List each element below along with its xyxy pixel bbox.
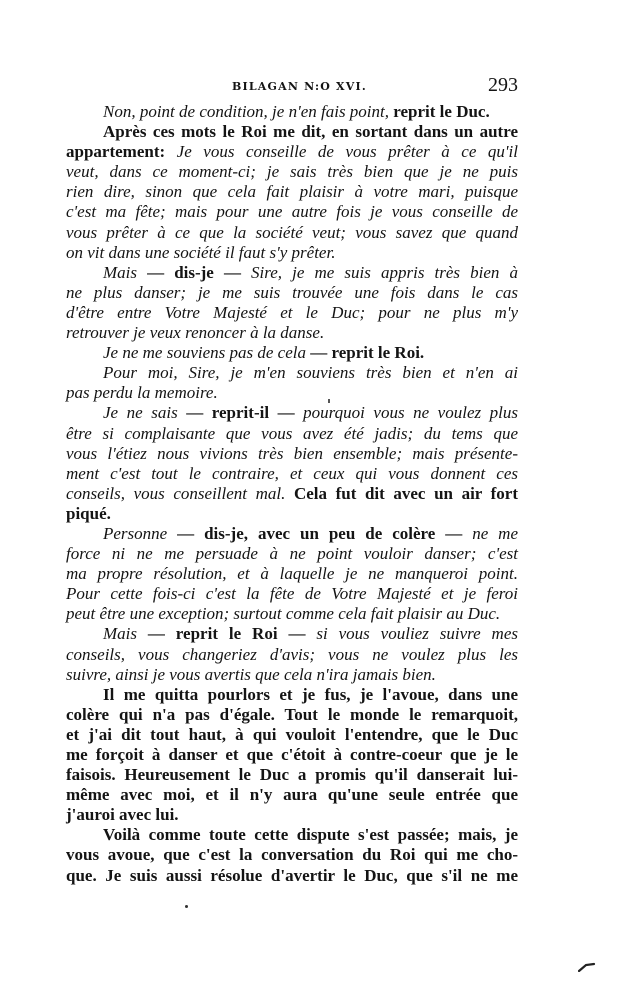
text-line: Je ne sais — reprit-il — pourquoi vous ne voulez plus: [103, 403, 518, 423]
text-line: Non, point de condition, je n'en fais point, reprit le Duc.: [103, 102, 490, 121]
text-line: Personne — dis-je, avec un peu de colère — ne me: [103, 523, 518, 543]
text-line: conseils, vous changeriez d'avis; vous ne voulez plus les: [66, 644, 518, 664]
page-header: [66, 76, 516, 102]
body-text: [66, 102, 518, 886]
pencil-mark: [578, 962, 596, 972]
text-line: appartement: Je vous conseille de vous prêter à ce qu'il: [66, 142, 518, 162]
text-line: on vit dans une société il faut s'y prêter.: [66, 242, 336, 262]
ink-speck: [328, 399, 330, 403]
text-line: rien dire, sinon que cela fait plaisir à votre mari, puisque: [66, 182, 518, 202]
text-line: j'auroi avec lui.: [66, 805, 179, 825]
text-line: vous prêter à ce que la société veut; vous savez que quand: [66, 222, 518, 242]
text-line: retrouver je veux renoncer à la danse.: [66, 323, 325, 343]
text-line: que. Je suis aussi résolue d'avertir le Duc, que s'il ne me: [66, 865, 518, 885]
text-line: Je ne me souviens pas de cela — reprit le Roi.: [103, 343, 425, 363]
text-line: Mais — dis-je — Sire, je me suis appris très bien à: [103, 262, 518, 282]
text-line: vous l'étiez nous vivions très bien ensemble; mais présente-: [66, 443, 518, 463]
running-head: BILAGAN N:O XVI.: [232, 80, 367, 93]
text-line: peut être une exception; surtout comme cela fait plaisir au Duc.: [66, 604, 501, 624]
text-line: pas perdu la memoire.: [66, 383, 218, 403]
text-line: ne plus danser; je me suis trouvée une fois dans le cas: [66, 282, 518, 302]
text-line: colère qui n'a pas d'égale. Tout le monde le remarquoit,: [66, 704, 518, 724]
text-line: Après ces mots le Roi me dit, en sortant dans un autre: [103, 122, 518, 142]
text-line: Pour cette fois-ci c'est la fête de Votre Majesté et je feroi: [66, 584, 518, 604]
text-line: vous avoue, que c'est la conversation du Roi qui me cho-: [66, 845, 518, 865]
text-line: ment c'est tout le contraire, et ceux qui vous donnent ces: [66, 463, 518, 483]
text-line: Pour moi, Sire, je m'en souviens très bien et n'en ai: [103, 363, 518, 383]
text-line: force ni ne me persuade à ne point vouloir danser; c'est: [66, 544, 518, 564]
text-line: piqué.: [66, 503, 111, 523]
text-line: conseils, vous conseillent mal. Cela fut dit avec un air fort: [66, 483, 518, 503]
text-line: être si complaisante que vous avez été jadis; du tems que: [66, 423, 518, 443]
text-line: ma propre résolution, et à laquelle je ne manqueroi point.: [66, 564, 518, 584]
page-number: 293: [488, 74, 518, 96]
text-line: et j'ai dit tout haut, à qui vouloit l'entendre, que le Duc: [66, 724, 518, 744]
ink-dot: [185, 905, 188, 908]
text-line: faisois. Heureusement le Duc a promis qu'il danserait lui-: [66, 765, 518, 785]
text-line: Voilà comme toute cette dispute s'est passée; mais, je: [103, 825, 518, 845]
text-line: me forçoit à danser et que c'étoit à contre-coeur que je le: [66, 745, 518, 764]
text-line: Il me quitta pourlors et je fus, je l'avoue, dans une: [103, 684, 518, 704]
text-line: suivre, ainsi je vous avertis que cela n'ira jamais bien.: [66, 664, 436, 684]
text-line: d'être entre Votre Majesté et le Duc; pour ne plus m'y: [66, 302, 518, 322]
text-line: c'est ma fête; mais pour une autre fois je vous conseille de: [66, 202, 518, 222]
text-line: veut, dans ce moment-ci; je sais très bien que je ne puis: [66, 162, 518, 182]
text-line: même avec moi, et il n'y aura qu'une seule entrée que: [66, 785, 518, 805]
text-line: Mais — reprit le Roi — si vous vouliez suivre mes: [103, 624, 518, 644]
